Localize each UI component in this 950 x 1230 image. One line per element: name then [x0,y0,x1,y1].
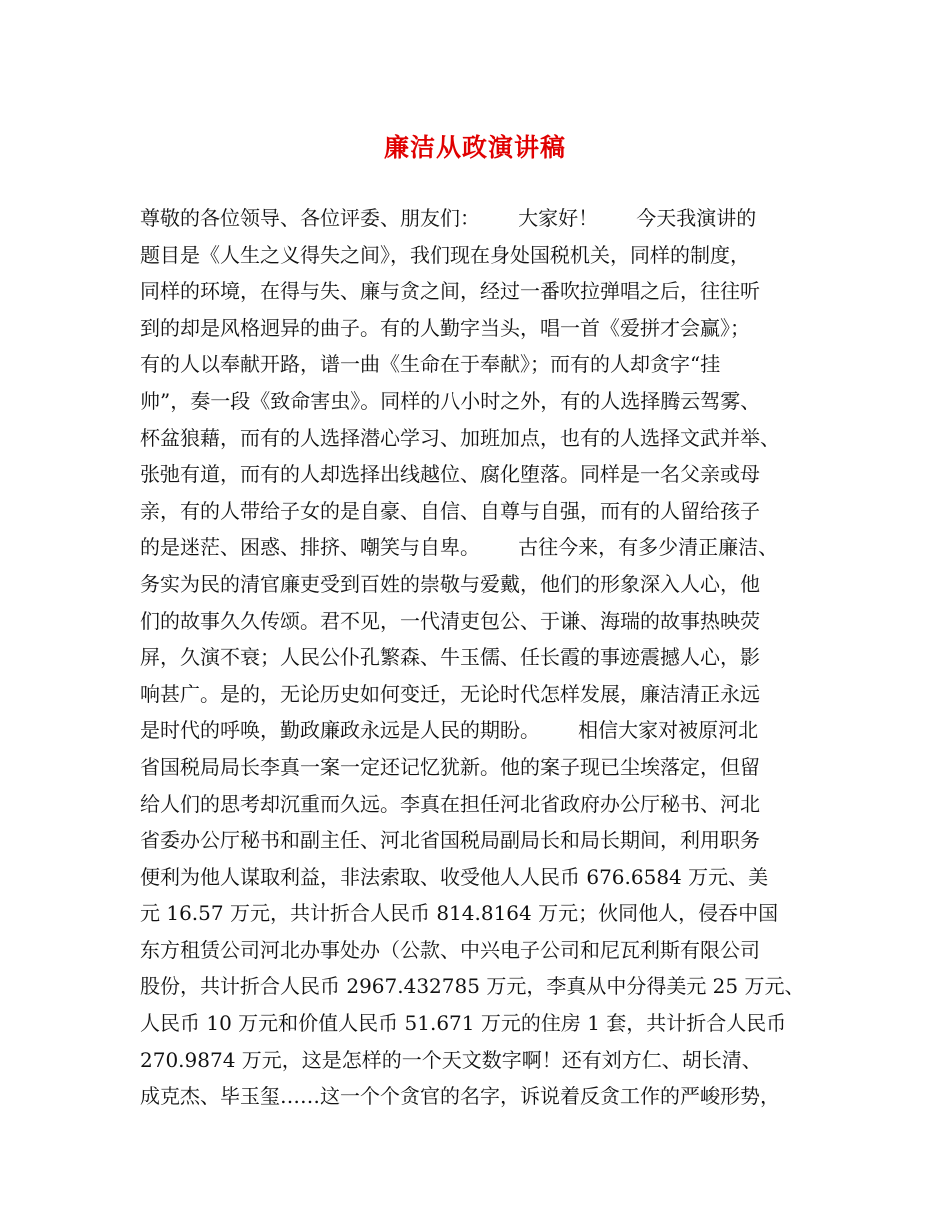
body-line: 到的却是风格迥异的曲子。有的人勤字当头，唱一首《爱拼才会赢》； [140,315,750,340]
body-line: 尊敬的各位领导、各位评委、朋友们： 大家好！ 今天我演讲的 [140,206,757,230]
body-line: 元 16.57 万元，共计折合人民币 814.8164 万元；伙同他人，侵吞中国 [140,901,779,926]
body-line: 们的故事久久传颂。君不见，一代清吏包公、于谦、海瑞的故事热映荧 [140,608,760,633]
body-line: 务实为民的清官廉吏受到百姓的崇敬与爱戴，他们的形象深入人心，他 [140,571,760,596]
document-title: 廉洁从政演讲稿 [383,133,566,162]
body-line: 杯盆狼藉，而有的人选择潜心学习、加班加点，也有的人选择文武并举、 [140,425,780,450]
body-line: 的是迷茫、困惑、排挤、嘲笑与自卑。 古往今来，有多少清正廉洁、 [140,535,779,560]
body-line: 省委办公厅秘书和副主任、河北省国税局副局长和局长期间，利用职务 [140,828,760,853]
speech-body [140,200,830,1115]
body-line: 人民币 10 万元和价值人民币 51.671 万元的住房 1 套，共计折合人民币 [140,1011,787,1036]
body-line: 成克杰、毕玉玺……这一个个贪官的名字，诉说着反贪工作的严峻形势， [140,1084,780,1109]
body-line: 帅”，奏一段《致命害虫》。同样的八小时之外，有的人选择腾云驾雾、 [140,388,761,413]
body-line: 响甚广。是的，无论历史如何变迁，无论时代怎样发展，廉洁清正永远 [140,681,760,706]
body-line: 东方租赁公司河北办事处办（公款、中兴电子公司和尼瓦利斯有限公司 [140,937,760,962]
body-line: 是时代的呼唤，勤政廉政永远是人民的期盼。 相信大家对被原河北 [140,718,759,743]
body-line: 股份，共计折合人民币 2967.432785 万元，李真从中分得美元 25 万元、 [140,974,805,999]
body-line: 有的人以奉献开路，谱一曲《生命在于奉献》；而有的人却贪字“挂 [140,352,721,377]
body-line: 省国税局局长李真一案一定还记忆犹新。他的案子现已尘埃落定，但留 [140,754,760,779]
body-line: 给人们的思考却沉重而久远。李真在担任河北省政府办公厅秘书、河北 [140,791,760,816]
body-line: 270.9874 万元，这是怎样的一个天文数字啊！还有刘方仁、胡长清、 [140,1047,762,1072]
body-line: 亲，有的人带给子女的是自豪、自信、自尊与自强，而有的人留给孩子 [140,498,760,523]
body-line: 题目是《人生之义得失之间》，我们现在身处国税机关，同样的制度， [140,242,750,267]
body-line: 张弛有道，而有的人却选择出线越位、腐化堕落。同样是一名父亲或母 [140,462,760,487]
body-line: 屏，久演不衰；人民公仆孔繁森、牛玉儒、任长霞的事迹震撼人心，影 [140,645,760,670]
body-line: 便利为他人谋取利益，非法索取、收受他人人民币 676.6584 万元、美 [140,864,769,889]
body-line: 同样的环境，在得与失、廉与贪之间，经过一番吹拉弹唱之后，往往听 [140,279,760,304]
